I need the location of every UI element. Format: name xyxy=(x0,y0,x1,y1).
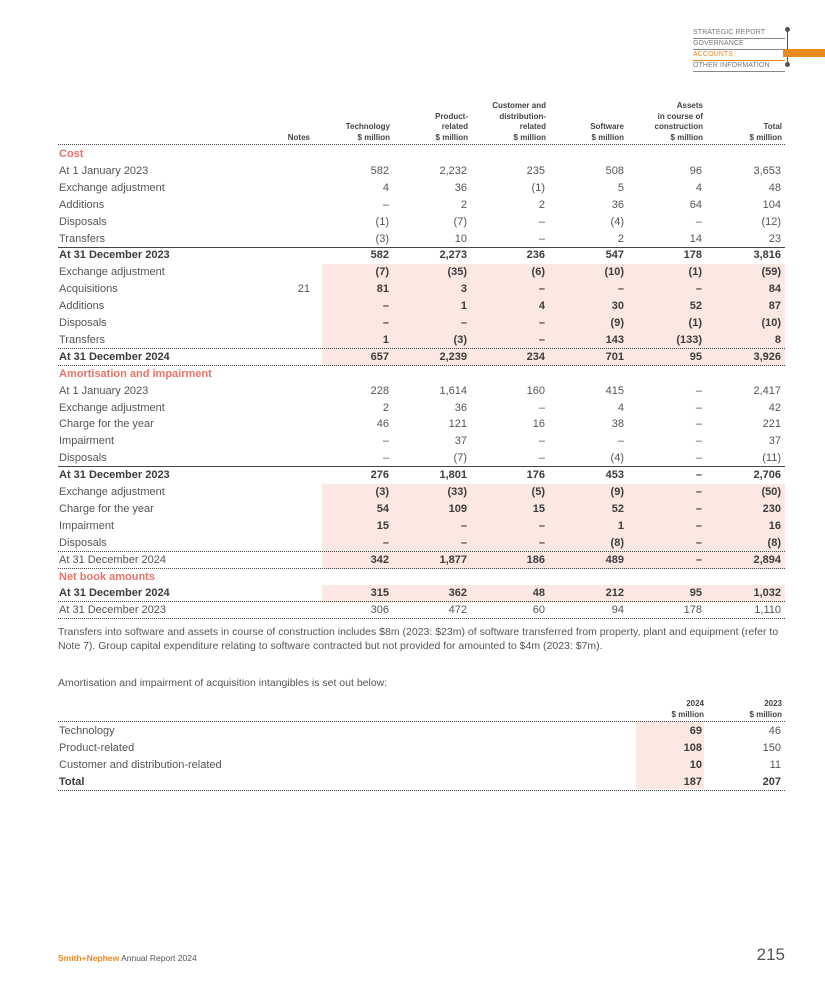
value-2024: 69 xyxy=(689,725,702,737)
value-cell: 104 xyxy=(762,198,781,211)
table-row xyxy=(58,315,785,332)
table-row xyxy=(58,416,785,433)
value-cell: – xyxy=(695,486,702,498)
nav-other-information[interactable]: OTHER INFORMATION xyxy=(693,61,785,72)
value-cell: (59) xyxy=(761,266,781,279)
nav-dot-icon xyxy=(785,62,790,67)
value-cell: 2,894 xyxy=(753,553,781,566)
table-row xyxy=(58,501,785,518)
table-row xyxy=(58,264,785,281)
value-cell: 2 xyxy=(382,401,389,414)
value-cell: 36 xyxy=(454,181,467,194)
value-cell: – xyxy=(617,283,624,296)
value-cell: – xyxy=(538,536,545,549)
value-cell: 143 xyxy=(605,333,624,346)
value-cell: 582 xyxy=(370,164,389,177)
value-cell: – xyxy=(695,553,702,566)
header-customer-distribution: Customer and distribution- related $ million xyxy=(492,101,546,142)
value-cell: – xyxy=(695,452,702,465)
value-cell: 3,653 xyxy=(753,164,781,177)
value-cell: (4) xyxy=(610,452,624,465)
value-cell: 30 xyxy=(611,300,624,313)
table-row xyxy=(58,433,785,450)
header-product-related: Product- related $ million xyxy=(435,111,468,142)
row-label: Amortisation and impairment xyxy=(59,367,212,380)
value-cell: 221 xyxy=(762,418,781,431)
value-cell: 4 xyxy=(538,300,545,313)
nav-governance[interactable]: GOVERNANCE xyxy=(693,39,785,50)
value-cell: 94 xyxy=(611,604,624,617)
value-cell: 230 xyxy=(762,502,781,515)
value-cell: 1,614 xyxy=(439,384,467,397)
section-heading xyxy=(58,569,785,586)
value-cell: – xyxy=(695,469,702,482)
brand-name: Smith+Nephew xyxy=(58,953,120,963)
value-cell: – xyxy=(538,215,545,228)
header-total: Total $ million xyxy=(749,122,782,142)
table-row xyxy=(58,231,785,248)
table-row xyxy=(58,383,785,400)
value-cell: 2 xyxy=(538,198,545,211)
value-cell: – xyxy=(382,317,389,329)
row-label: At 1 January 2023 xyxy=(59,164,149,177)
value-cell: (1) xyxy=(531,181,545,194)
value-cell: 3,816 xyxy=(753,249,781,262)
value-cell: (7) xyxy=(453,215,467,228)
value-cell: 508 xyxy=(605,164,624,177)
value-cell: (9) xyxy=(610,486,624,498)
row-label: Transfers xyxy=(59,333,106,346)
value-2023: 11 xyxy=(769,758,781,771)
row-label: At 31 December 2023 xyxy=(59,469,170,482)
table-row xyxy=(58,180,785,197)
row-label: Additions xyxy=(59,300,105,313)
value-cell: (133) xyxy=(676,333,702,346)
row-label: At 31 December 2023 xyxy=(59,249,170,262)
transfers-note: Transfers into software and assets in course of construction includes $8m (2023: $23m) of software transferred from property, plant and equipment (refer to Note 7). Group capital expenditure relating to software contracted but not provided for amounted to $4m (2023: $7m). xyxy=(58,626,779,652)
value-cell: 234 xyxy=(526,350,545,363)
value-cell: (10) xyxy=(761,317,781,329)
row-label: Exchange adjustment xyxy=(59,401,165,414)
value-cell: – xyxy=(695,283,702,296)
row-label: Acquisitions xyxy=(59,283,118,296)
nav-track-line xyxy=(787,29,788,66)
value-cell: – xyxy=(538,435,545,448)
value-cell: (3) xyxy=(375,486,389,498)
value-cell: 95 xyxy=(689,350,702,363)
value-cell: 472 xyxy=(448,604,467,617)
value-cell: 178 xyxy=(683,604,702,617)
row-label: Charge for the year xyxy=(59,418,154,431)
value-cell: 23 xyxy=(768,232,781,245)
header-2024: 2024 $ million xyxy=(671,699,704,719)
value-cell: – xyxy=(538,317,545,329)
header-software: Software $ million xyxy=(590,122,624,142)
value-2024: 10 xyxy=(689,758,702,771)
value-cell: 1,110 xyxy=(754,604,781,617)
value-2023: 46 xyxy=(768,725,781,737)
value-cell: 1 xyxy=(617,519,624,532)
table-row xyxy=(58,349,785,366)
value-cell: 2,239 xyxy=(439,350,467,363)
report-title: Annual Report 2024 xyxy=(119,953,197,963)
value-cell: (1) xyxy=(375,215,389,228)
value-cell: – xyxy=(695,401,702,414)
value-cell: 84 xyxy=(768,283,781,296)
value-cell: 64 xyxy=(689,198,702,211)
value-cell: (50) xyxy=(761,486,781,498)
value-cell: 2,706 xyxy=(753,469,781,482)
row-label: Net book amounts xyxy=(59,570,155,583)
value-cell: 36 xyxy=(454,401,467,414)
value-2023: 150 xyxy=(762,741,781,754)
table-row xyxy=(58,602,785,619)
header-2023: 2023 $ million xyxy=(749,699,782,719)
page-number: 215 xyxy=(756,945,785,964)
value-cell: – xyxy=(695,418,702,431)
value-cell: (1) xyxy=(688,266,702,279)
table-row xyxy=(58,197,785,214)
value-cell: 36 xyxy=(611,198,624,211)
table-row xyxy=(58,740,785,757)
table-row xyxy=(58,484,785,501)
value-cell: (1) xyxy=(688,317,702,329)
value-cell: 228 xyxy=(370,384,389,397)
table-row xyxy=(58,518,785,535)
value-cell: (10) xyxy=(604,266,624,279)
table-row xyxy=(58,247,785,264)
row-label: Additions xyxy=(59,198,105,211)
nav-strategic-report[interactable]: STRATEGIC REPORT xyxy=(693,28,785,39)
value-cell: 87 xyxy=(768,300,781,313)
value-cell: 48 xyxy=(532,587,545,600)
value-cell: 701 xyxy=(605,350,624,363)
value-2024: 187 xyxy=(683,775,702,788)
value-cell: 109 xyxy=(448,502,467,515)
value-cell: (12) xyxy=(761,215,781,228)
value-cell: 4 xyxy=(382,181,389,194)
row-label: Exchange adjustment xyxy=(59,486,165,498)
table-row xyxy=(58,535,785,552)
row-label: Exchange adjustment xyxy=(59,266,165,279)
footer-brand xyxy=(58,953,197,963)
row-label: Transfers xyxy=(59,232,106,245)
value-cell: 453 xyxy=(605,469,624,482)
value-cell: 8 xyxy=(774,333,781,346)
nav-dot-icon xyxy=(785,27,790,32)
table-row xyxy=(58,332,785,349)
value-cell: 42 xyxy=(768,401,781,414)
table-row xyxy=(58,757,785,774)
value-cell: (33) xyxy=(447,486,467,498)
nav-active-marker xyxy=(783,49,825,57)
table-row xyxy=(58,552,785,569)
section-heading xyxy=(58,146,785,163)
value-cell: 46 xyxy=(376,418,389,431)
value-cell: 547 xyxy=(605,249,624,262)
value-cell: 415 xyxy=(605,384,624,397)
value-cell: 2 xyxy=(460,198,467,211)
row-label: Technology xyxy=(59,725,115,737)
nav-accounts[interactable]: ACCOUNTS xyxy=(693,50,785,61)
row-label: Disposals xyxy=(59,452,107,465)
value-cell: – xyxy=(460,317,467,329)
value-cell: (3) xyxy=(375,232,389,245)
value-cell: 48 xyxy=(768,181,781,194)
value-cell: 95 xyxy=(689,587,702,600)
value-cell: 315 xyxy=(370,587,389,600)
value-cell: – xyxy=(538,283,545,296)
value-2024: 108 xyxy=(683,741,702,754)
row-label: Product-related xyxy=(59,741,135,754)
value-cell: 306 xyxy=(370,604,389,617)
value-cell: – xyxy=(695,536,702,549)
row-label: Exchange adjustment xyxy=(59,181,165,194)
value-cell: 3 xyxy=(460,283,467,296)
value-cell: (4) xyxy=(610,215,624,228)
value-cell: 1 xyxy=(382,333,389,346)
value-cell: 52 xyxy=(689,300,702,313)
small-header-rule xyxy=(58,721,785,722)
value-cell: (8) xyxy=(767,536,781,549)
table-row xyxy=(58,298,785,315)
value-cell: 15 xyxy=(532,502,545,515)
value-cell: – xyxy=(695,384,702,397)
table-row xyxy=(58,723,785,740)
value-cell: 276 xyxy=(370,469,389,482)
header-technology: Technology $ million xyxy=(345,122,390,142)
value-cell: – xyxy=(382,300,389,313)
value-cell: 235 xyxy=(526,164,545,177)
row-label: At 31 December 2024 xyxy=(59,553,167,566)
value-cell: – xyxy=(695,502,702,515)
row-label: Disposals xyxy=(59,215,107,228)
value-cell: – xyxy=(538,333,545,346)
value-cell: 81 xyxy=(376,283,389,296)
value-cell: 342 xyxy=(370,553,389,566)
value-cell: 10 xyxy=(454,232,467,245)
value-cell: 38 xyxy=(611,418,624,431)
row-label: Customer and distribution-related xyxy=(59,758,222,771)
row-label: At 1 January 2023 xyxy=(59,384,149,397)
table-row xyxy=(58,467,785,484)
row-label: Disposals xyxy=(59,317,107,329)
value-cell: (9) xyxy=(610,317,624,329)
value-cell: (5) xyxy=(531,486,545,498)
value-cell: 54 xyxy=(376,502,389,515)
table-row xyxy=(58,774,785,791)
value-2023: 207 xyxy=(762,775,781,788)
value-cell: – xyxy=(538,232,545,245)
value-cell: 52 xyxy=(611,502,624,515)
row-label: Disposals xyxy=(59,536,107,549)
value-cell: (7) xyxy=(375,266,389,279)
acquisition-intangibles-intro: Amortisation and impairment of acquisition intangibles is set out below: xyxy=(58,677,388,689)
value-cell: 582 xyxy=(370,249,389,262)
value-cell: 3,926 xyxy=(753,350,781,363)
value-cell: 5 xyxy=(617,181,624,194)
value-cell: 212 xyxy=(605,587,624,600)
value-cell: 160 xyxy=(526,384,545,397)
table-row xyxy=(58,281,785,298)
note-ref: 21 xyxy=(297,283,310,296)
value-cell: 37 xyxy=(768,435,781,448)
table-row xyxy=(58,450,785,467)
row-label: Charge for the year xyxy=(59,502,154,515)
value-cell: 96 xyxy=(689,164,702,177)
table-row xyxy=(58,585,785,602)
value-cell: 2,273 xyxy=(439,249,467,262)
value-cell: 362 xyxy=(448,587,467,600)
value-cell: 37 xyxy=(454,435,467,448)
value-cell: 1,032 xyxy=(753,587,781,600)
value-cell: 4 xyxy=(695,181,702,194)
value-cell: 1 xyxy=(460,300,467,313)
value-cell: 15 xyxy=(376,519,389,532)
value-cell: – xyxy=(460,536,467,549)
table-row xyxy=(58,400,785,417)
value-cell: 121 xyxy=(448,418,467,431)
header-assets-construction: Assets in course of construction $ million xyxy=(654,101,703,142)
value-cell: – xyxy=(382,536,389,549)
value-cell: – xyxy=(460,519,467,532)
value-cell: 657 xyxy=(370,350,389,363)
value-cell: 186 xyxy=(526,553,545,566)
value-cell: – xyxy=(538,452,545,465)
value-cell: (6) xyxy=(531,266,545,279)
value-cell: – xyxy=(538,519,545,532)
row-label: Cost xyxy=(59,148,84,160)
value-cell: (8) xyxy=(610,536,624,549)
value-cell: 16 xyxy=(532,418,545,431)
section-nav xyxy=(693,28,785,72)
value-cell: 2,417 xyxy=(753,384,781,397)
value-cell: – xyxy=(382,198,389,211)
value-cell: 1,801 xyxy=(439,469,467,482)
row-label: Impairment xyxy=(59,435,115,448)
value-cell: 4 xyxy=(617,401,624,414)
value-cell: 16 xyxy=(768,519,781,532)
header-rule xyxy=(58,144,785,145)
value-cell: (7) xyxy=(453,452,467,465)
row-label: Impairment xyxy=(59,519,115,532)
row-label: At 31 December 2024 xyxy=(59,587,170,600)
table-row xyxy=(58,163,785,180)
value-cell: (3) xyxy=(453,333,467,346)
table-row xyxy=(58,214,785,231)
value-cell: 178 xyxy=(683,249,702,262)
section-heading xyxy=(58,366,785,383)
row-label: Total xyxy=(59,775,85,788)
row-label: At 31 December 2024 xyxy=(59,350,170,363)
value-cell: 489 xyxy=(605,553,624,566)
value-cell: – xyxy=(695,519,702,532)
value-cell: (11) xyxy=(762,452,781,465)
value-cell: 1,877 xyxy=(439,553,467,566)
value-cell: 176 xyxy=(526,469,545,482)
value-cell: 2 xyxy=(617,232,624,245)
value-cell: – xyxy=(382,452,389,465)
value-cell: 236 xyxy=(526,249,545,262)
value-cell: (35) xyxy=(447,266,467,279)
value-cell: – xyxy=(538,401,545,414)
value-cell: 2,232 xyxy=(439,164,467,177)
value-cell: – xyxy=(617,435,624,448)
row-label: At 31 December 2023 xyxy=(59,604,167,617)
value-cell: – xyxy=(695,215,702,228)
header-notes: Notes xyxy=(287,133,310,142)
value-cell: – xyxy=(382,435,389,448)
value-cell: – xyxy=(695,435,702,448)
value-cell: 14 xyxy=(689,232,702,245)
value-cell: 60 xyxy=(532,604,545,617)
